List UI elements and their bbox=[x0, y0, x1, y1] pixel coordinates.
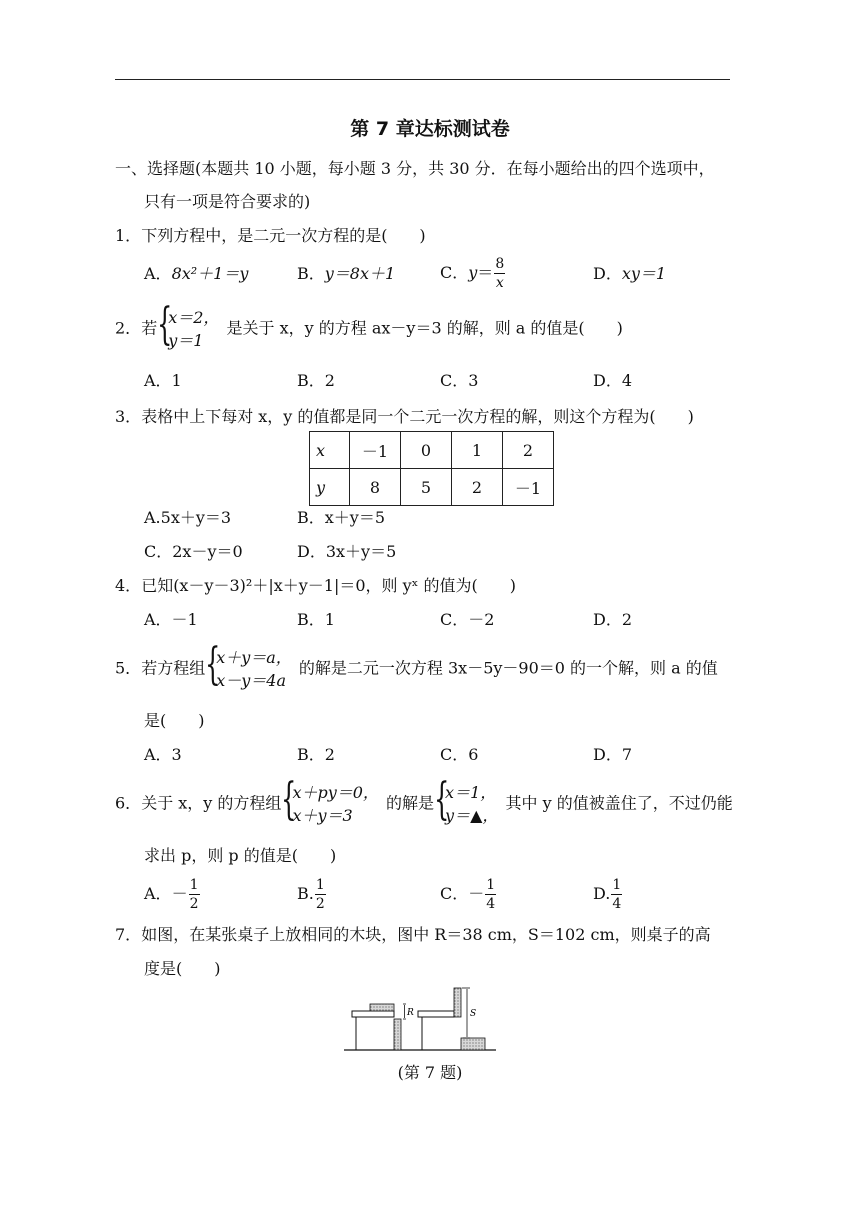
question-6-line2: 求出 p，则 p 的值是( ) bbox=[144, 846, 337, 865]
table-row-x: x －1 0 1 2 bbox=[310, 432, 554, 469]
table-row-y: y 8 5 2 －1 bbox=[310, 469, 554, 506]
solution-system: { x＝1， y＝▲， bbox=[436, 781, 498, 827]
wood-block bbox=[461, 1038, 485, 1050]
label-r: R bbox=[407, 1008, 414, 1018]
q5-option-d: D．7 bbox=[593, 745, 633, 764]
question-2: 2．若 { x＝2， y＝1 是关于 x，y 的方程 ax－y＝3 的解，则 a 的值是( ) bbox=[115, 306, 623, 352]
question-5: 5．若方程组 { x＋y＝a， x－y＝4a 的解是二元一次方程 3x－5y－90＝0 的一个解，则 a 的值 bbox=[115, 646, 718, 692]
q7-table-blocks-figure bbox=[340, 982, 500, 1054]
q4-option-d: D．2 bbox=[593, 610, 633, 629]
question-stem: 下列方程中，是二元一次方程的是( ) bbox=[141, 226, 426, 245]
q5-option-a: A．3 bbox=[144, 745, 182, 764]
equation-system: { x＋py＝0， x＋y＝3 bbox=[283, 781, 379, 827]
q2-option-a: A．1 bbox=[144, 371, 182, 390]
q1-option-b: B．y＝8x＋1 bbox=[297, 264, 396, 283]
question-stem: 如图，在某张桌子上放相同的木块，图中 R＝38 cm，S＝102 cm，则桌子的高 bbox=[141, 925, 711, 944]
question-6: 6．关于 x，y 的方程组 { x＋py＝0， x＋y＝3 的解是 { x＝1， y＝▲， 其中 y 的值被盖住了，不过仍能 bbox=[115, 781, 733, 827]
label-s: S bbox=[470, 1009, 477, 1019]
q4-option-c: C．－2 bbox=[440, 610, 495, 629]
figure-caption: (第 7 题) bbox=[397, 1063, 463, 1082]
q3-option-a: A.5x＋y＝3 bbox=[144, 508, 232, 527]
question-stem: 表格中上下每对 x，y 的值都是同一个二元一次方程的解，则这个方程为( ) bbox=[141, 407, 694, 426]
header-rule bbox=[115, 79, 730, 80]
section-heading-line1: 一、选择题(本题共 10 小题，每小题 3 分，共 30 分．在每小题给出的四个选项中， bbox=[115, 159, 715, 178]
equation-system: { x＝2， y＝1 bbox=[159, 306, 219, 352]
question-1 bbox=[115, 226, 426, 246]
q5-option-c: C．6 bbox=[440, 745, 479, 764]
q1-option-d: D．xy＝1 bbox=[593, 264, 667, 283]
q4-option-b: B．1 bbox=[297, 610, 335, 629]
fraction: $\frac{8}{x}$ bbox=[495, 256, 505, 291]
question-stem: 其中 y 的值被盖住了，不过仍能 bbox=[505, 793, 733, 813]
xy-value-table bbox=[309, 431, 554, 506]
section-heading-line2: 只有一项是符合要求的) bbox=[144, 192, 311, 211]
wood-block bbox=[454, 988, 461, 1017]
page-title: 第 7 章达标测试卷 bbox=[350, 118, 510, 140]
wood-block bbox=[394, 1019, 401, 1050]
q3-option-c: C．2x－y＝0 bbox=[144, 542, 243, 561]
wood-block bbox=[370, 1004, 394, 1011]
q6-option-b: B. $\frac{1}{2}$ bbox=[297, 877, 325, 912]
q3-option-b: B．x＋y＝5 bbox=[297, 508, 386, 527]
question-3: 3．表格中上下每对 x，y 的值都是同一个二元一次方程的解，则这个方程为( ) bbox=[115, 407, 694, 426]
q2-option-d: D．4 bbox=[593, 371, 633, 390]
q6-option-a: A．－ $\frac{1}{2}$ bbox=[144, 877, 199, 912]
equation-system: { x＋y＝a， x－y＝4a bbox=[207, 646, 292, 692]
question-number: 1． bbox=[115, 226, 142, 245]
question-4: 4．已知(x－y－3)²＋|x＋y－1|＝0，则 yˣ 的值为( ) bbox=[115, 576, 517, 595]
question-stem: 是关于 x，y 的方程 ax－y＝3 的解，则 a 的值是( ) bbox=[226, 318, 623, 338]
question-stem: 的解是二元一次方程 3x－5y－90＝0 的一个解，则 a 的值 bbox=[298, 658, 718, 678]
q2-option-c: C．3 bbox=[440, 371, 479, 390]
q1-option-c: C．y＝ $\frac{8}{x}$ bbox=[440, 256, 505, 291]
question-stem: 已知(x－y－3)²＋|x＋y－1|＝0，则 yˣ 的值为( ) bbox=[141, 576, 517, 595]
q5-option-b: B．2 bbox=[297, 745, 335, 764]
q4-option-a: A．－1 bbox=[144, 610, 198, 629]
question-7: 7．如图，在某张桌子上放相同的木块，图中 R＝38 cm，S＝102 cm，则桌子的高 bbox=[115, 925, 711, 944]
q6-option-c: C．－ $\frac{1}{4}$ bbox=[440, 877, 496, 912]
q2-option-b: B．2 bbox=[297, 371, 335, 390]
q1-option-a: A．8x²＋1＝y bbox=[144, 264, 249, 283]
q6-option-d: D. $\frac{1}{4}$ bbox=[593, 877, 622, 912]
question-7-line2: 度是( ) bbox=[144, 959, 221, 978]
question-5-line2: 是( ) bbox=[144, 711, 205, 730]
q3-option-d: D．3x＋y＝5 bbox=[297, 542, 397, 561]
